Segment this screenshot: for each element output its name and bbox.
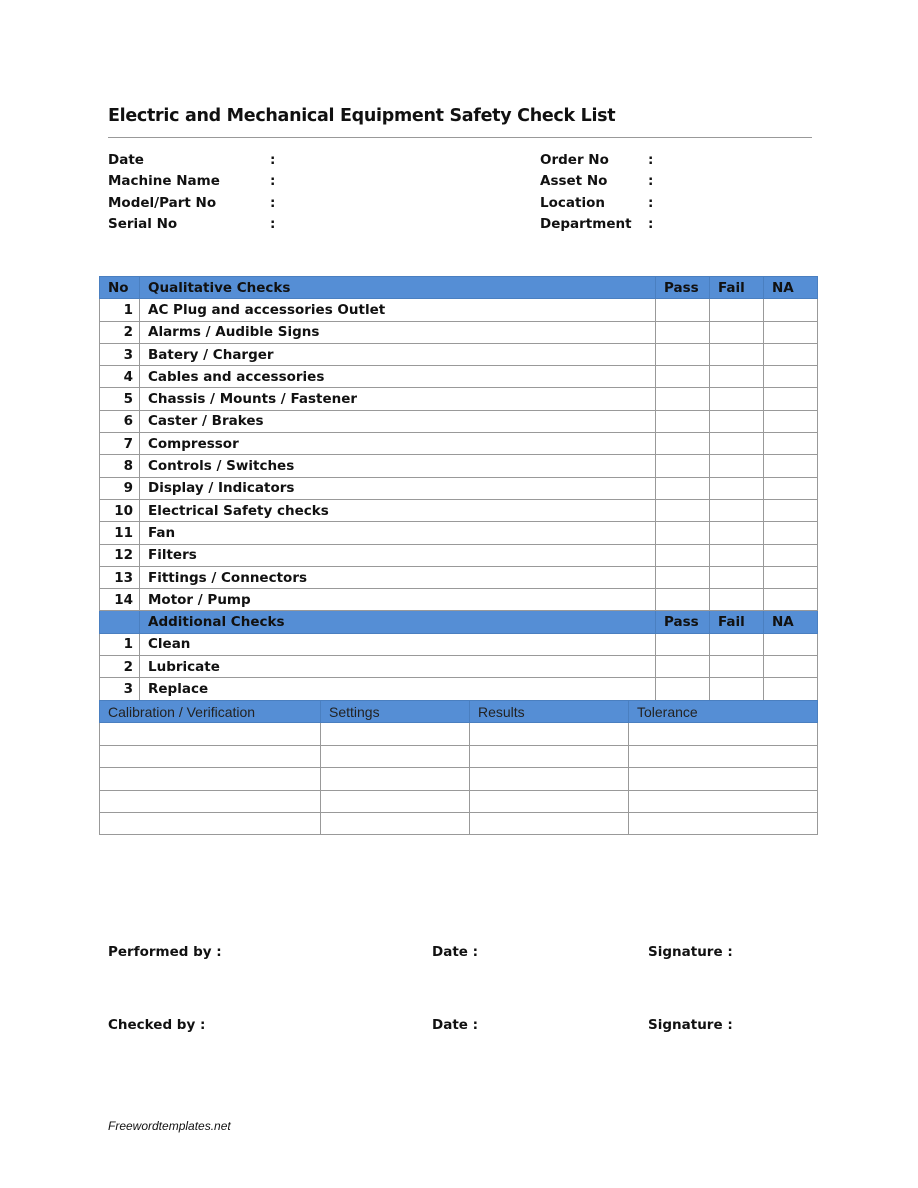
na-cell[interactable]	[764, 366, 818, 388]
qualitative-checks-header	[100, 277, 818, 299]
pass-cell[interactable]	[656, 656, 710, 678]
tolerance-cell[interactable]	[629, 812, 818, 834]
na-cell[interactable]	[764, 455, 818, 477]
pass-cell[interactable]	[656, 366, 710, 388]
na-cell[interactable]	[764, 477, 818, 499]
results-cell[interactable]	[470, 768, 629, 790]
check-label: Chassis / Mounts / Fastener	[140, 388, 656, 410]
pass-cell[interactable]	[656, 633, 710, 655]
calibration-header	[100, 701, 818, 723]
info-row-department	[540, 216, 653, 237]
info-label: Model/Part No	[108, 194, 217, 211]
na-cell[interactable]	[764, 522, 818, 544]
table-row	[100, 589, 818, 611]
performed-date-label: Date :	[432, 944, 479, 960]
fail-cell[interactable]	[710, 299, 764, 321]
na-cell[interactable]	[764, 299, 818, 321]
pass-cell[interactable]	[656, 433, 710, 455]
check-label: Caster / Brakes	[140, 410, 656, 432]
info-label: Date	[108, 152, 144, 168]
info-right	[540, 152, 653, 237]
info-label: Asset No	[540, 173, 608, 190]
row-number: 12	[100, 544, 140, 566]
table-row	[100, 477, 818, 499]
calibration-cell[interactable]	[100, 723, 321, 745]
info-label: Machine Name	[108, 173, 220, 190]
fail-cell[interactable]	[710, 633, 764, 655]
settings-cell[interactable]	[321, 768, 470, 790]
table-row	[100, 678, 818, 700]
fail-cell[interactable]	[710, 499, 764, 521]
row-number: 6	[100, 410, 140, 432]
table-row	[100, 299, 818, 321]
fail-cell[interactable]	[710, 321, 764, 343]
na-cell[interactable]	[764, 343, 818, 365]
table-row	[100, 366, 818, 388]
row-number: 7	[100, 433, 140, 455]
calibration-row	[100, 745, 818, 767]
info-row-serial	[108, 216, 275, 237]
info-sep: :	[270, 194, 276, 211]
check-label: Controls / Switches	[140, 455, 656, 477]
tolerance-cell[interactable]	[629, 723, 818, 745]
fail-cell[interactable]	[710, 566, 764, 588]
calibration-row	[100, 790, 818, 812]
header-check: Additional Checks	[140, 611, 656, 633]
pass-cell[interactable]	[656, 544, 710, 566]
info-left	[108, 152, 275, 237]
info-row-machine-name	[108, 173, 275, 194]
na-cell[interactable]	[764, 566, 818, 588]
results-cell[interactable]	[470, 790, 629, 812]
pass-cell[interactable]	[656, 455, 710, 477]
info-label: Order No	[540, 152, 609, 168]
pass-cell[interactable]	[656, 477, 710, 499]
header-calibration: Calibration / Verification	[100, 701, 321, 723]
check-label: Motor / Pump	[140, 589, 656, 611]
row-number: 11	[100, 522, 140, 544]
results-cell[interactable]	[470, 745, 629, 767]
info-row-model	[108, 195, 275, 216]
checked-by-label: Checked by :	[108, 1017, 206, 1033]
info-label: Serial No	[108, 215, 178, 232]
info-row-date	[108, 152, 275, 173]
header-tolerance: Tolerance	[629, 701, 818, 723]
row-number: 2	[100, 656, 140, 678]
check-label: Alarms / Audible Signs	[140, 321, 656, 343]
pass-cell[interactable]	[656, 499, 710, 521]
header-fail: Fail	[710, 611, 764, 633]
pass-cell[interactable]	[656, 410, 710, 432]
info-sep: :	[648, 173, 654, 190]
na-cell[interactable]	[764, 656, 818, 678]
header-na: NA	[764, 611, 818, 633]
calibration-row	[100, 768, 818, 790]
fail-cell[interactable]	[710, 388, 764, 410]
table-row	[100, 388, 818, 410]
row-number: 4	[100, 366, 140, 388]
row-number: 2	[100, 321, 140, 343]
settings-cell[interactable]	[321, 812, 470, 834]
tolerance-cell[interactable]	[629, 745, 818, 767]
row-number: 3	[100, 343, 140, 365]
row-number: 8	[100, 455, 140, 477]
pass-cell[interactable]	[656, 522, 710, 544]
pass-cell[interactable]	[656, 566, 710, 588]
check-label: Display / Indicators	[140, 477, 656, 499]
row-number: 14	[100, 589, 140, 611]
calibration-cell[interactable]	[100, 745, 321, 767]
fail-cell[interactable]	[710, 656, 764, 678]
table-row	[100, 633, 818, 655]
info-sep: :	[648, 215, 654, 232]
tolerance-cell[interactable]	[629, 790, 818, 812]
check-label: AC Plug and accessories Outlet	[140, 299, 656, 321]
na-cell[interactable]	[764, 633, 818, 655]
performed-by-label: Performed by :	[108, 944, 222, 960]
check-label: Cables and accessories	[140, 366, 656, 388]
calibration-row	[100, 812, 818, 834]
fail-cell[interactable]	[710, 477, 764, 499]
settings-cell[interactable]	[321, 790, 470, 812]
table-row	[100, 522, 818, 544]
header-na: NA	[764, 277, 818, 299]
calibration-cell[interactable]	[100, 812, 321, 834]
fail-cell[interactable]	[710, 366, 764, 388]
settings-cell[interactable]	[321, 745, 470, 767]
calibration-cell[interactable]	[100, 790, 321, 812]
footer-source: Freewordtemplates.net	[108, 1119, 231, 1133]
na-cell[interactable]	[764, 410, 818, 432]
table-row	[100, 433, 818, 455]
header-pass: Pass	[656, 611, 710, 633]
check-label: Fan	[140, 522, 656, 544]
row-number: 1	[100, 299, 140, 321]
row-number: 5	[100, 388, 140, 410]
table-row	[100, 499, 818, 521]
info-sep: :	[270, 215, 276, 232]
fail-cell[interactable]	[710, 678, 764, 700]
na-cell[interactable]	[764, 678, 818, 700]
header-no: No	[100, 277, 140, 299]
row-number: 1	[100, 633, 140, 655]
performed-signature-label: Signature :	[648, 944, 733, 960]
check-label: Electrical Safety checks	[140, 499, 656, 521]
check-label: Batery / Charger	[140, 343, 656, 365]
na-cell[interactable]	[764, 433, 818, 455]
na-cell[interactable]	[764, 388, 818, 410]
fail-cell[interactable]	[710, 343, 764, 365]
info-sep: :	[270, 173, 276, 190]
header-no	[100, 611, 140, 633]
additional-checks-header	[100, 611, 818, 633]
header-results: Results	[470, 701, 629, 723]
pass-cell[interactable]	[656, 589, 710, 611]
fail-cell[interactable]	[710, 455, 764, 477]
header-check: Qualitative Checks	[140, 277, 656, 299]
table-row	[100, 656, 818, 678]
fail-cell[interactable]	[710, 433, 764, 455]
info-row-order	[540, 152, 653, 173]
results-cell[interactable]	[470, 723, 629, 745]
calibration-row	[100, 723, 818, 745]
table-row	[100, 343, 818, 365]
check-label: Filters	[140, 544, 656, 566]
check-label: Replace	[140, 678, 656, 700]
header-settings: Settings	[321, 701, 470, 723]
info-row-asset	[540, 173, 653, 194]
row-number: 3	[100, 678, 140, 700]
header-fail: Fail	[710, 277, 764, 299]
header-pass: Pass	[656, 277, 710, 299]
checks-table	[99, 276, 818, 701]
info-row-location	[540, 195, 653, 216]
page-title: Electric and Mechanical Equipment Safety Check List	[108, 106, 616, 126]
check-label: Clean	[140, 633, 656, 655]
table-row	[100, 410, 818, 432]
tolerance-cell[interactable]	[629, 768, 818, 790]
checked-signature-label: Signature :	[648, 1017, 733, 1033]
row-number: 10	[100, 499, 140, 521]
table-row	[100, 455, 818, 477]
settings-cell[interactable]	[321, 723, 470, 745]
info-label: Location	[540, 194, 605, 211]
row-number: 13	[100, 566, 140, 588]
check-label: Compressor	[140, 433, 656, 455]
pass-cell[interactable]	[656, 321, 710, 343]
na-cell[interactable]	[764, 589, 818, 611]
table-row	[100, 321, 818, 343]
results-cell[interactable]	[470, 812, 629, 834]
fail-cell[interactable]	[710, 522, 764, 544]
row-number: 9	[100, 477, 140, 499]
na-cell[interactable]	[764, 499, 818, 521]
calibration-cell[interactable]	[100, 768, 321, 790]
title-divider	[108, 137, 812, 138]
fail-cell[interactable]	[710, 589, 764, 611]
check-label: Fittings / Connectors	[140, 566, 656, 588]
fail-cell[interactable]	[710, 410, 764, 432]
table-row	[100, 566, 818, 588]
na-cell[interactable]	[764, 321, 818, 343]
info-sep: :	[648, 152, 654, 168]
fail-cell[interactable]	[710, 544, 764, 566]
pass-cell[interactable]	[656, 388, 710, 410]
pass-cell[interactable]	[656, 299, 710, 321]
info-sep: :	[648, 194, 654, 211]
info-sep: :	[270, 152, 276, 168]
checked-date-label: Date :	[432, 1017, 479, 1033]
check-label: Lubricate	[140, 656, 656, 678]
calibration-table	[99, 700, 818, 835]
pass-cell[interactable]	[656, 678, 710, 700]
table-row	[100, 544, 818, 566]
info-label: Department	[540, 215, 632, 232]
na-cell[interactable]	[764, 544, 818, 566]
pass-cell[interactable]	[656, 343, 710, 365]
